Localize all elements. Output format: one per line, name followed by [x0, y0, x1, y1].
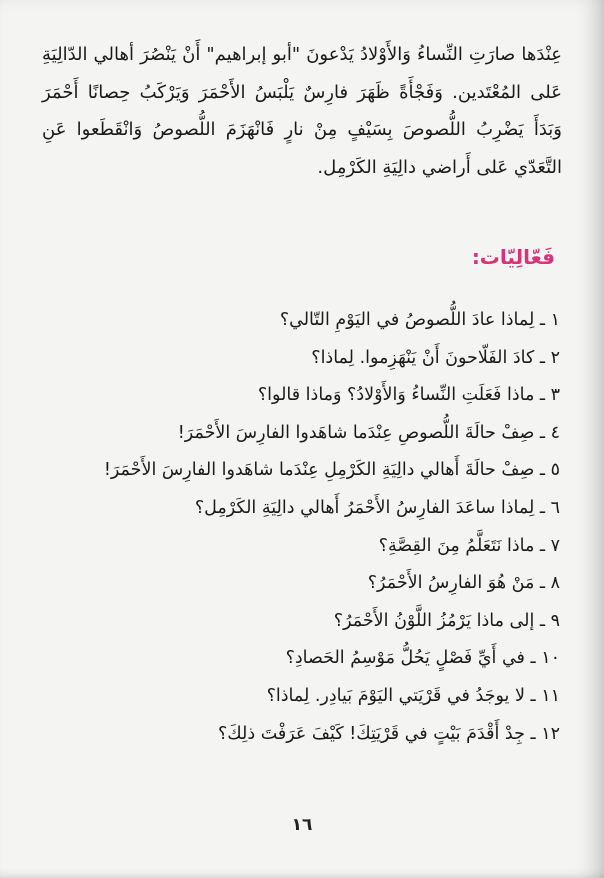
question-item: ١ ـ لِماذا عادَ اللُّصوصُ في اليَوْمِ التّالي؟ — [279, 310, 560, 330]
question-item: ١٢ ـ جِدْ أَقْدَمَ بَيْتٍ في قَرْيَتِكَ! كَيْفَ عَرَفْتَ ذلِكَ؟ — [217, 723, 560, 744]
question-item: ٦ ـ لِماذا ساعَدَ الفارِسُ الأَحْمَرُ أَهالي دالِيَةِ الكَرْمِل؟ — [194, 497, 560, 518]
question-item: ١١ ـ لا يوجَدُ في قَرْيَتي اليَوْمَ بَيادِر. لِماذا؟ — [266, 685, 560, 706]
question-item: ٩ ـ إلى ماذا يَرْمُزُ اللَّوْنُ الأَحْمَرُ؟ — [333, 610, 560, 631]
question-item: ٢ ـ كادَ الفَلّاحونَ أَنْ يَنْهَزِموا. لِماذا؟ — [311, 347, 560, 368]
question-item: ٨ ـ مَنْ هُوَ الفارِسُ الأَحْمَرُ؟ — [367, 573, 560, 594]
question-item: ٣ ـ ماذا فَعَلَتِ النِّساءُ وَالأَوْلادُ؟ وَماذا قالوا؟ — [257, 385, 560, 406]
question-item: ٥ ـ صِفْ حالَةَ أَهالي دالِيَةِ الكَرْمِلِ عِنْدَما شاهَدوا الفارِسَ الأَحْمَرَ! — [103, 460, 560, 481]
page-number: ١٦ — [291, 815, 313, 835]
story-paragraph: عِنْدَها صارَتِ النِّساءُ وَالأَوْلادُ يَدْعونَ "أبو إبراهيم" أَنْ يَنْصُرَ أهالي الدّالِيَةِ عَلى المُعْتَدين. وَفَجْأَةً ظَهَرَ فارِسٌ يَلْبَسُ الأَحْمَرَ وَيَرْكَبُ حِصانًا أَحْمَرَ وَبَدَأَ يَضْرِبُ اللُّصوصَ بِسَيْفٍ مِنْ نارٍ فَانْهَزَمَ اللُّصوصُ وَانْقَطَعوا عَنِ التَّعَدّي عَلى أَراضي دالِيَةِ الكَرْمِل. — [42, 44, 562, 178]
activities-heading: فَعّالِيّات: — [471, 245, 555, 269]
questions-list — [40, 302, 560, 753]
question-item: ١٠ ـ في أَيِّ فَصْلٍ يَحُلُّ مَوْسِمُ الحَصادِ؟ — [285, 648, 560, 669]
question-item: ٧ ـ ماذا نَتَعَلَّمُ مِنَ القِصَّةِ؟ — [378, 535, 560, 556]
question-item: ٤ ـ صِفْ حالَةَ اللُّصوصِ عِنْدَما شاهَدوا الفارِسَ الأَحْمَرَ! — [177, 422, 560, 443]
